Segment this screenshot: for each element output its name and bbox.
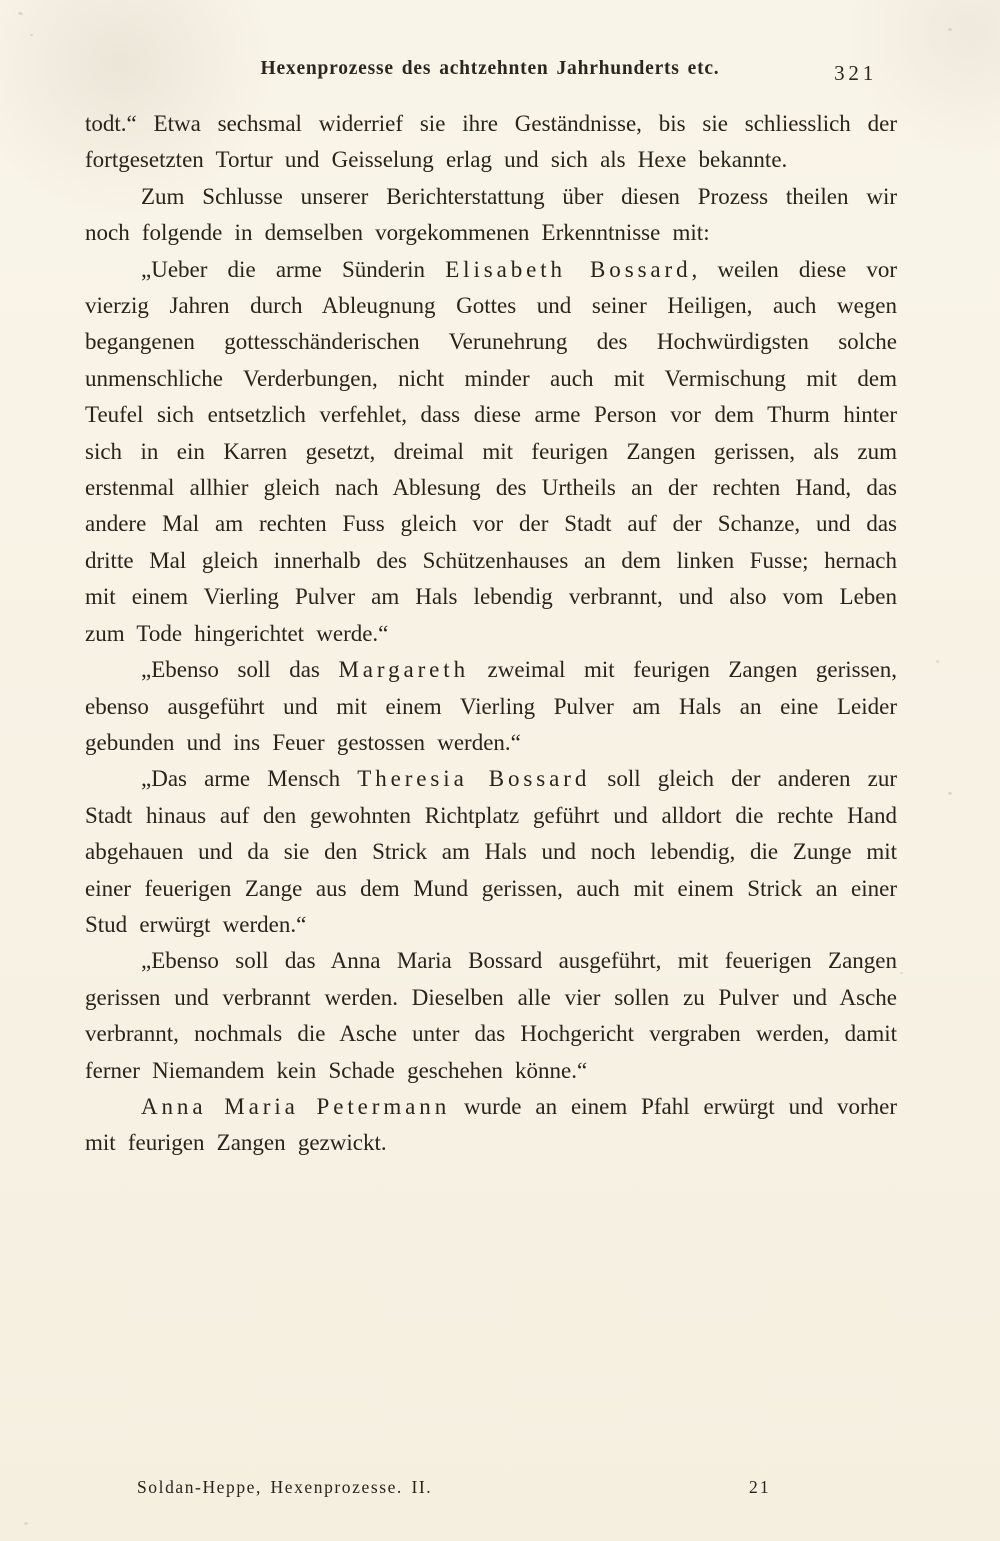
ink-speckle [18, 11, 24, 16]
text-segment: „Ebenso soll das Anna Maria Bossard ausgeführt, mit feuerigen Zangen gerissen und verbrannt werden. Dieselben alle vier sollen zu Pulver und Asche verbrannt, nochmals die Asche unter das Hochgericht vergraben werden, damit ferner Niemandem kein Schade geschehen könne.“ [85, 948, 897, 1083]
paragraph [85, 179, 897, 252]
paragraph [85, 761, 897, 943]
ink-speckle [30, 34, 33, 36]
header-title: Hexenprozesse des achtzehnten Jahrhunderts etc. [260, 58, 720, 79]
text-segment: zweimal mit feurigen Zangen gerissen, ebenso ausgeführt und mit einem Vierling Pulver am Hals an eine Leider gebunden und ins Feuer gestossen werden.“ [85, 657, 897, 755]
paragraph [85, 1089, 897, 1162]
ink-speckle [948, 28, 952, 31]
spaced-name: Elisabeth Bossard [445, 256, 692, 282]
ink-speckle [900, 972, 903, 974]
paragraph [85, 106, 897, 179]
text-segment: „Ebenso soll das [141, 657, 339, 683]
spaced-name: Anna Maria Petermann [141, 1093, 451, 1119]
ink-speckle [936, 660, 939, 663]
text-segment: todt.“ Etwa sechsmal widerrief sie ihre Geständnisse, bis sie schliesslich der fortgesetzten Tortur und Geisselung erlag und sich als Hexe bekannte. [85, 111, 897, 173]
spaced-name: Margareth [338, 657, 469, 683]
text-segment: „Das arme Mensch [141, 766, 358, 792]
text-segment: soll gleich der anderen zur Stadt hinaus auf den gewohnten Richtplatz geführt und alldort die rechte Hand abgehauen und da sie den Strick am Hals und noch lebendig, die Zunge mit einer feuerigen Zange aus dem Mund gerissen, auch mit einem Strick an einer Stud erwürgt werden.“ [85, 766, 897, 937]
body-text [85, 106, 897, 1162]
paragraph [85, 252, 897, 652]
text-segment: Zum Schlusse unserer Berichterstattung über diesen Prozess theilen wir noch folgende in demselben vorgekommenen Erkenntnisse mit: [85, 183, 897, 246]
text-segment: wurde an einem Pfahl erwürgt und vorher mit feurigen Zangen gezwickt. [85, 1093, 898, 1156]
paragraph [85, 943, 897, 1089]
page-number: 321 [834, 61, 877, 85]
text-segment: , weilen diese vor vierzig Jahren durch Ableugnung Gottes und seiner Heiligen, auch wegen begangenen gottesschänderischen Verunehrung des Hochwürdigsten solche unmenschliche Verderbungen, nicht minder auch mit Vermischung mit dem Teufel sich entsetzlich verfehlet, dass diese arme Person vor dem Thurm hinter sich in ein Karren gesetzt, dreimal mit feurigen Zangen gerissen, als zum erstenmal allhier gleich nach Ablesung des Urtheils an der rechten Hand, das andere Mal am rechten Fuss gleich vor der Stadt auf der Schanze, und das dritte Mal gleich innerhalb des Schützenhauses an dem linken Fusse; hernach mit einem Vierling Pulver am Hals lebendig verbrannt, und also vom Leben zum Tode hingerichtet werde.“ [85, 256, 898, 646]
ink-speckle [24, 1522, 28, 1525]
spaced-name: Theresia Bossard [357, 766, 591, 792]
sheet-number: 21 [749, 1477, 771, 1497]
text-segment: „Ueber die arme Sünderin [141, 256, 446, 282]
paragraph [85, 652, 897, 761]
ink-speckle [948, 792, 952, 795]
footer-citation: Soldan-Heppe, Hexenprozesse. II. [137, 1477, 433, 1497]
page-footer [85, 1477, 897, 1507]
running-header [85, 58, 895, 85]
